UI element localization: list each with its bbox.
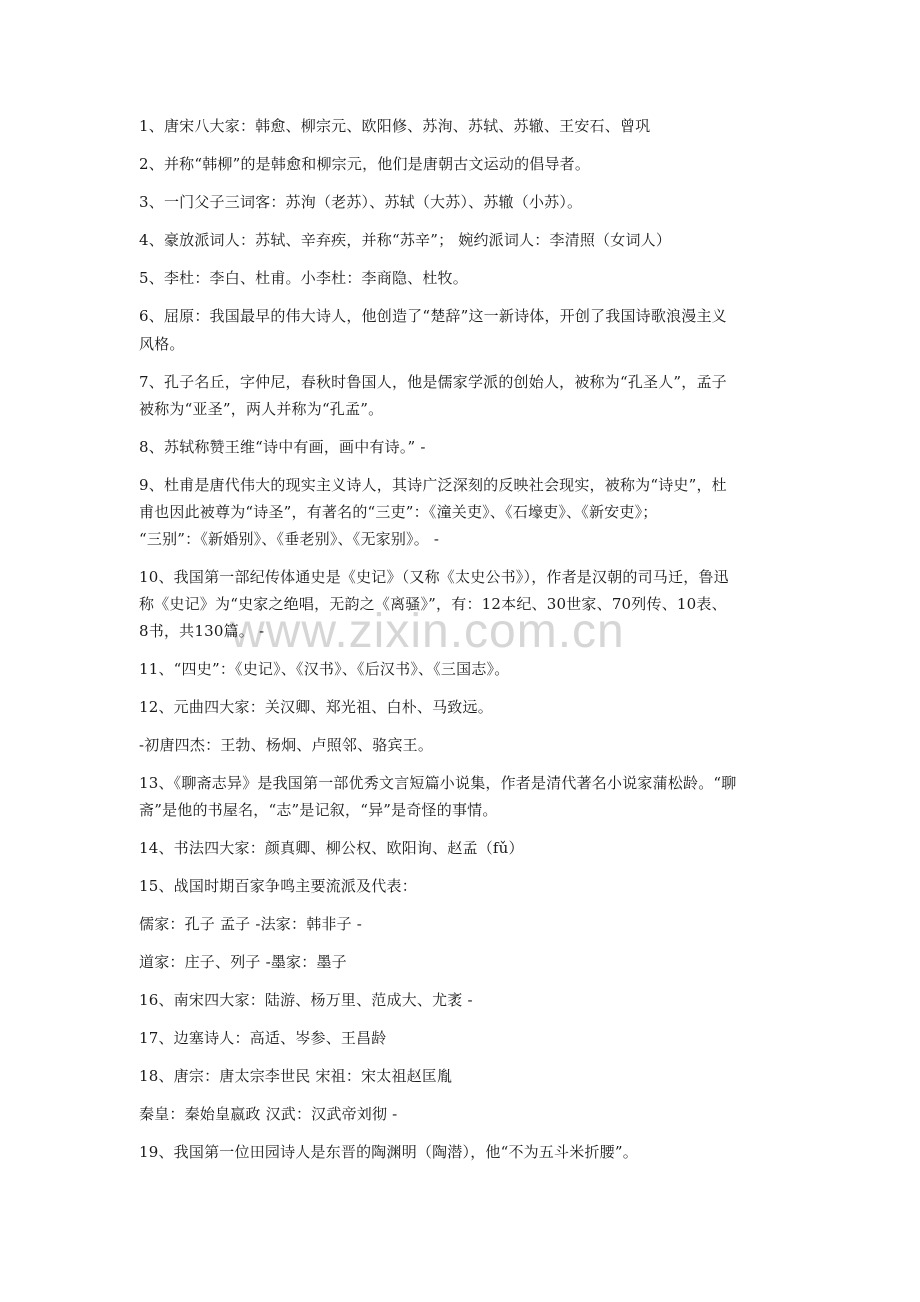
text-line: “三别”：《新婚别》、《垂老别》、《无家别》。 - bbox=[139, 530, 440, 548]
text-line: 秦皇：秦始皇嬴政 汉武：汉武帝刘彻 - bbox=[139, 1105, 398, 1123]
text-line: 6、屈原：我国最早的伟大诗人，他创造了“楚辞”这一新诗体，开创了我国诗歌浪漫主义 bbox=[139, 307, 727, 325]
text-line: 15、战国时期百家争鸣主要流派及代表： bbox=[139, 877, 417, 895]
text-line: 11、“四史”：《史记》、《汉书》、《后汉书》、《三国志》。 bbox=[139, 660, 510, 678]
text-line: 17、边塞诗人：高适、岑参、王昌龄 bbox=[139, 1029, 387, 1047]
text-line: 3、一门父子三词客：苏洵（老苏）、苏轼（大苏）、苏辙（小苏）。 bbox=[139, 193, 583, 211]
text-line: 13、《聊斋志异》是我国第一部优秀文言短篇小说集，作者是清代著名小说家蒲松龄。“聊 bbox=[139, 774, 737, 792]
text-line: 风格。 bbox=[139, 335, 185, 353]
text-line: 14、书法四大家：颜真卿、柳公权、欧阳询、赵孟（fǔ） bbox=[139, 839, 524, 857]
text-line: 4、豪放派词人：苏轼、辛弃疾，并称“苏辛”； 婉约派词人：李清照（女词人） bbox=[139, 231, 672, 249]
text-line: -初唐四杰：王勃、杨炯、卢照邻、骆宾王。 bbox=[139, 736, 434, 754]
text-line: 8、苏轼称赞王维“诗中有画，画中有诗。” - bbox=[139, 438, 426, 456]
text-line: 10、我国第一部纪传体通史是《史记》（又称《太史公书》），作者是汉朝的司马迁，鲁迅 bbox=[139, 568, 729, 586]
text-line: 18、唐宗：唐太宗李世民 宋祖：宋太祖赵匡胤 bbox=[139, 1067, 453, 1085]
text-line: 19、我国第一位田园诗人是东晋的陶渊明（陶潜），他“不为五斗米折腰”。 bbox=[139, 1143, 638, 1161]
text-line: 甫也因此被尊为“诗圣”，有著名的“三吏”：《潼关吏》、《石壕吏》、《新安吏》； bbox=[139, 503, 658, 521]
text-line: 9、杜甫是唐代伟大的现实主义诗人，其诗广泛深刻的反映社会现实，被称为“诗史”，杜 bbox=[139, 476, 727, 494]
text-line: 16、南宋四大家：陆游、杨万里、范成大、尤袤 - bbox=[139, 991, 473, 1009]
text-line: 斋”是他的书屋名，“志”是记叙，“异”是奇怪的事情。 bbox=[139, 801, 498, 819]
text-line: 7、孔子名丘，字仲尼，春秋时鲁国人，他是儒家学派的创始人，被称为“孔圣人”，孟子 bbox=[139, 373, 727, 391]
text-line: 被称为“亚圣”，两人并称为“孔孟”。 bbox=[139, 400, 384, 418]
text-line: 12、元曲四大家：关汉卿、郑光祖、白朴、马致远。 bbox=[139, 698, 493, 716]
text-line: 称《史记》为“史家之绝唱，无韵之《离骚》”，有：12本纪、30世家、70列传、10表、 bbox=[139, 595, 727, 613]
text-line: 5、李杜：李白、杜甫。小李杜：李商隐、杜牧。 bbox=[139, 269, 468, 287]
text-line: 8书，共130篇。 - bbox=[139, 622, 265, 640]
text-line: 儒家：孔子 孟子 -法家：韩非子 - bbox=[139, 915, 363, 933]
text-line: 2、并称“韩柳”的是韩愈和柳宗元，他们是唐朝古文运动的倡导者。 bbox=[139, 155, 591, 173]
watermark: www.zixin.com.cn bbox=[230, 605, 625, 658]
text-line: 1、唐宋八大家：韩愈、柳宗元、欧阳修、苏洵、苏轼、苏辙、王安石、曾巩 bbox=[139, 117, 651, 135]
text-line: 道家：庄子、列子 -墨家：墨子 bbox=[139, 953, 347, 971]
